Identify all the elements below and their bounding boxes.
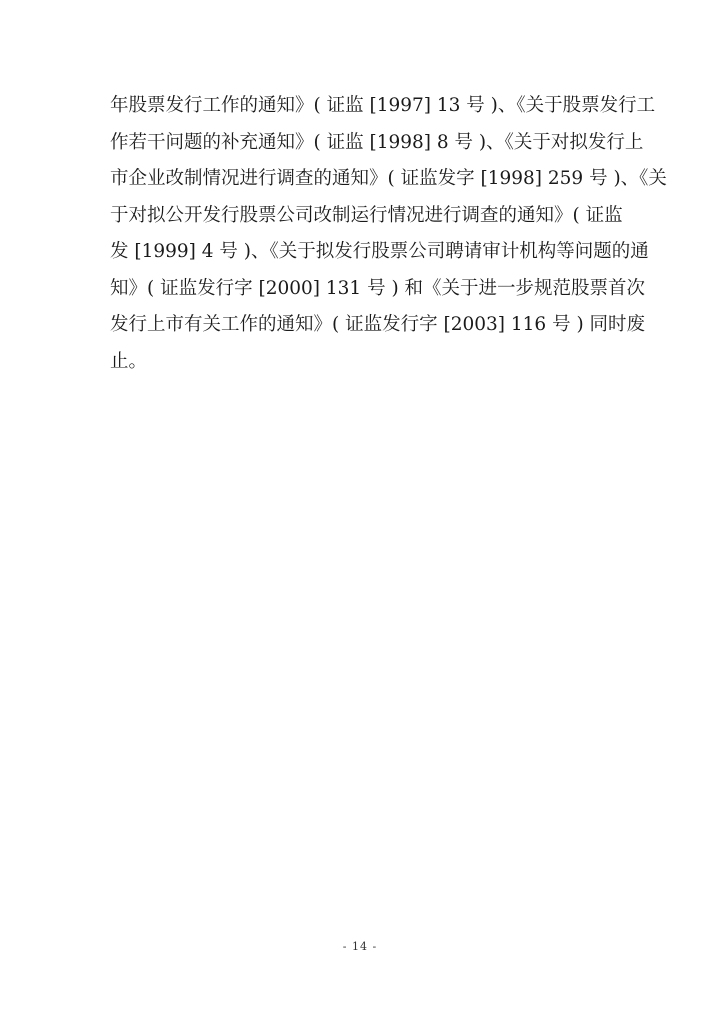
page-number: - 14 - — [342, 940, 378, 953]
paragraph-line: 发 [1999] 4 号 )、《关于拟发行股票公司聘请审计机构等问题的通 — [110, 241, 649, 262]
paragraph-line: 知》( 证监发行字 [2000] 131 号 ) 和《关于进一步规范股票首次 — [110, 277, 646, 299]
paragraph-line: 作若干问题的补充通知》( 证监 [1998] 8 号 )、《关于对拟发行上 — [110, 131, 644, 153]
paragraph-line: 止。 — [110, 350, 148, 372]
paragraph-line: 市企业改制情况进行调查的通知》( 证监发字 [1998] 259 号 )、《关 — [110, 168, 667, 189]
paragraph-line: 于对拟公开发行股票公司改制运行情况进行调查的通知》( 证监 — [110, 204, 623, 226]
body-paragraph — [110, 88, 667, 380]
paragraph-line: 年股票发行工作的通知》( 证监 [1997] 13 号 )、《关于股票发行工 — [110, 95, 656, 116]
paragraph-line: 发行上市有关工作的通知》( 证监发行字 [2003] 116 号 ) 同时废 — [110, 314, 646, 335]
